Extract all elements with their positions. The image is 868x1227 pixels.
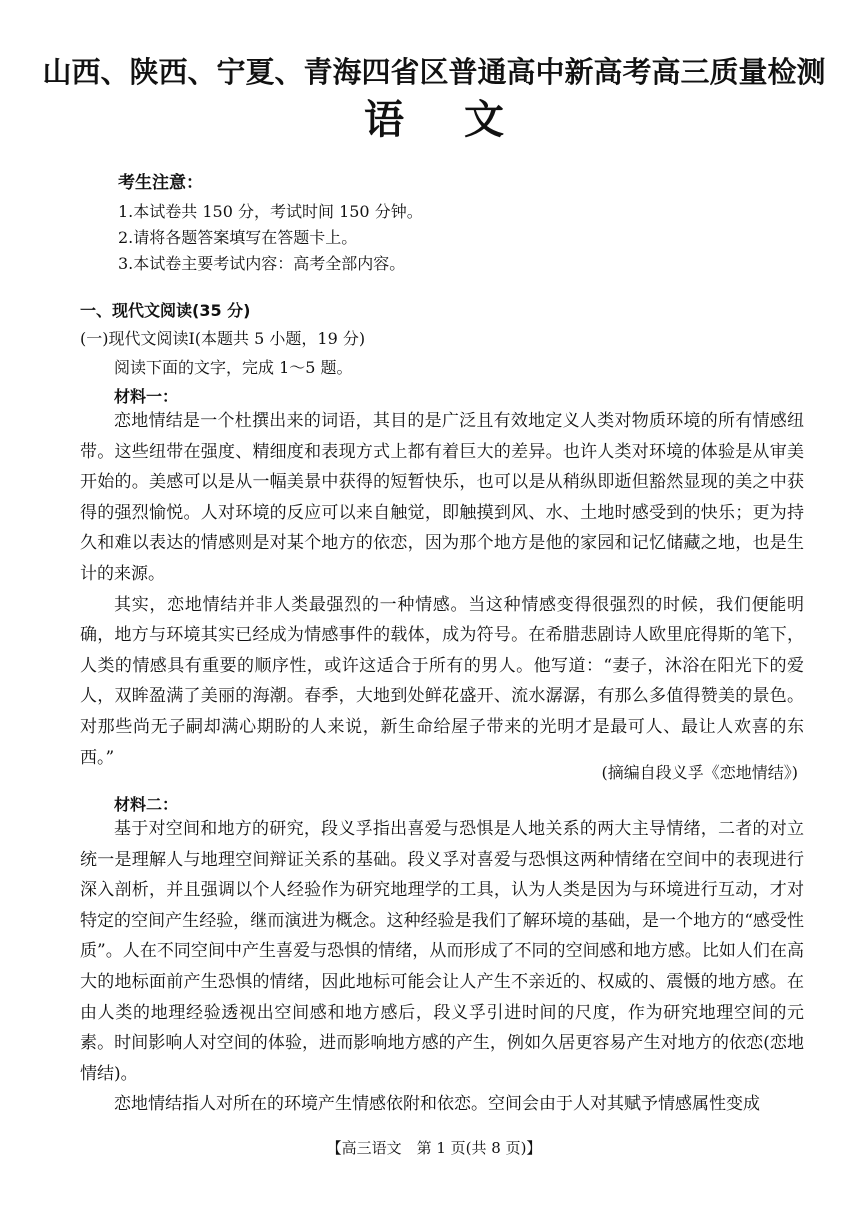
notice-item: 3.本试卷主要考试内容：高考全部内容。 xyxy=(118,254,406,273)
notice-item: 2.请将各题答案填写在答题卡上。 xyxy=(118,228,358,247)
material1-label: 材料一： xyxy=(114,387,179,406)
exam-title: 山西、陕西、宁夏、青海四省区普通高中新高考高三质量检测 xyxy=(42,55,826,89)
notice-heading: 考生注意： xyxy=(118,173,203,193)
material2-paragraph: 恋地情结指人对所在的环境产生情感依附和依恋。空间会由于人对其赋予情感属性变成 xyxy=(114,1094,760,1115)
candidate-notice xyxy=(118,168,423,277)
material2-paragraph: 基于对空间和地方的研究，段义孚指出喜爱与恐惧是人地关系的两大主导情绪，二者的对立统一是理解人与地理空间辩证关系的基础。段义孚对喜爱与恐惧这两种情绪在空间中的表现进行深入剖析，并且强调以个人经验作为研究地理学的工具，认为人类是因为与环境进行互动，才对特定的空间产生经验，继而演进为概念。这种经验是我们了解环境的基础，是一个地方的“感受性质”。人在不同空间中产生喜爱与恐惧的情绪，从而形成了不同的空间感和地方感。比如人们在高大的地标面前产生恐惧的情绪，因此地标可能会让人产生不亲近的、权威的、震慑的地方感。在由人类的地理经验透视出空间感和地方感后，段义孚引进时间的尺度，作为研究地理空间的元素。时间影响人对空间的体验，进而影响地方感的产生，例如久居更容易产生对地方的依恋(恋地情结)。 xyxy=(80,819,804,1084)
subject-title: 语文 xyxy=(364,97,564,143)
material1-paragraph: 其实，恋地情结并非人类最强烈的一种情感。当这种情感变得很强烈的时候，我们便能明确，地方与环境其实已经成为情感事件的载体，成为符号。在希腊悲剧诗人欧里庇得斯的笔下，人类的情感具有重要的顺序性，或许这适合于所有的男人。他写道：“妻子，沐浴在阳光下的爱人，双眸盈满了美丽的海潮。春季，大地到处鲜花盛开、流水潺潺，有那么多值得赞美的景色。对那些尚无子嗣却满心期盼的人来说，新生命给屋子带来的光明才是最可人、最让人欢喜的东西。” xyxy=(80,594,804,768)
page-footer: 【高三语文 第 1 页(共 8 页)】 xyxy=(326,1139,542,1157)
material2-label: 材料二： xyxy=(114,795,179,814)
notice-item: 1.本试卷共 150 分，考试时间 150 分钟。 xyxy=(118,202,423,221)
section-subtitle: (一)现代文阅读Ⅰ(本题共 5 小题，19 分) xyxy=(80,329,366,348)
section-title: 一、现代文阅读(35 分) xyxy=(80,301,251,320)
material2-body xyxy=(80,814,804,1120)
material1-paragraph: 恋地情结是一个杜撰出来的词语，其目的是广泛且有效地定义人类对物质环境的所有情感纽带。这些纽带在强度、精细度和表现方式上都有着巨大的差异。也许人类对环境的体验是从审美开始的。美感可以是从一幅美景中获得的短暂快乐，也可以是从稍纵即逝但豁然显现的美之中获得的强烈愉悦。人对环境的反应可以来自触觉，即触摸到风、水、土地时感受到的快乐；更为持久和难以表达的情感则是对某个地方的依恋，因为那个地方是他的家园和记忆储藏之地，也是生计的来源。 xyxy=(80,411,804,584)
material1-source: (摘编自段义孚《恋地情结》) xyxy=(601,763,798,782)
material1-body xyxy=(80,406,804,773)
section-instruction: 阅读下面的文字，完成 1～5 题。 xyxy=(114,358,353,377)
